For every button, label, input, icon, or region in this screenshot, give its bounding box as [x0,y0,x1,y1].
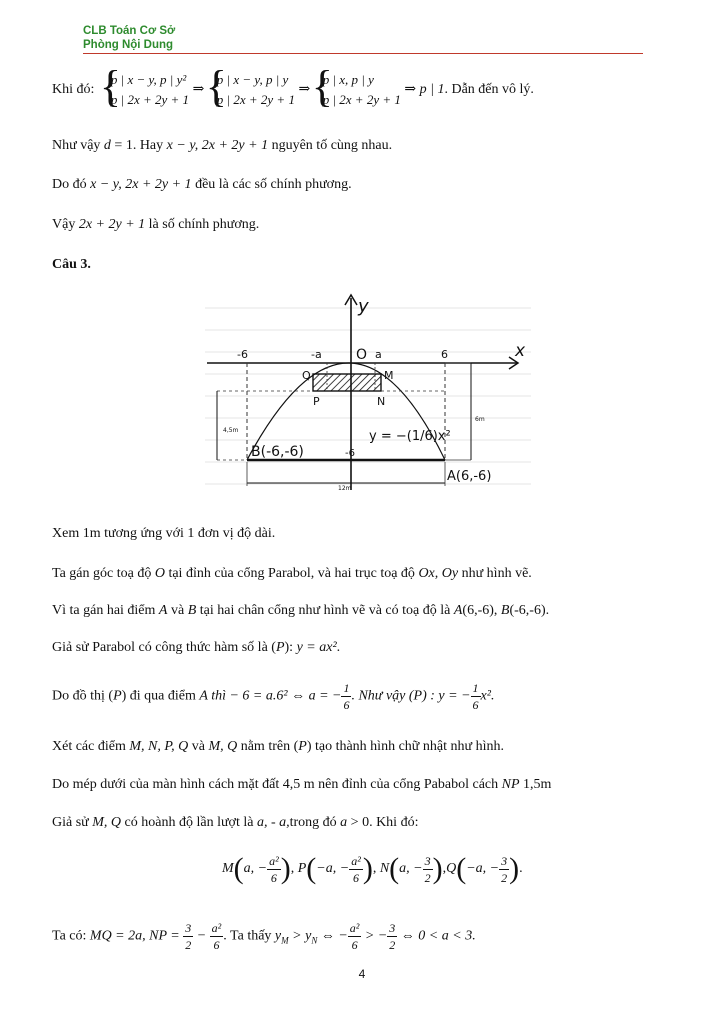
paragraph-abscissa: Giả sử M, Q có hoành độ lần lượt là a, - a,trong đó a > 0. Khi đó: [52,815,419,830]
tick-minus-a: -a [311,348,322,361]
system-2-row-2: p | 2x + 2y + 1 [216,92,295,107]
point-P-label: P [313,395,320,408]
dim-left-label: 4,5m [223,427,239,434]
paragraph-origin: Ta gán góc toạ độ O tại đỉnh của cổng Parabol, và hai trục toạ độ Ox, Oy như hình vẽ. [52,566,532,581]
system-1-row-1: p | x − y, p | y² [110,72,187,87]
implies-arrow: ⇒ [298,82,311,98]
page-header [83,24,643,54]
implies-arrow: ⇒ [404,82,417,98]
point-Q-label: Q [302,369,311,382]
x-axis-label: x [515,341,526,361]
system-3-row-2: p | 2x + 2y + 1 [322,92,401,107]
origin-label: O [356,347,368,363]
system-2-row-1: p | x − y, p | y [216,72,289,87]
dim-right-label: 6m [475,416,485,423]
paragraph-d-equals-1: Như vậy d = 1. Hay x − y, 2x + 2y + 1 nguyên tố cùng nhau. [52,138,393,153]
system-2 [208,70,295,110]
system-1-row-2: p | 2x + 2y + 1 [110,92,190,107]
contradiction-text: . Dẫn đến vô lý. [444,82,534,98]
parabola-gate-figure [205,290,531,500]
screen-rectangle [313,374,381,391]
paragraph-through-A: Do đồ thị (P) đi qua điểm A thì − 6 = a.6² ⇔ a = − $\frac{1}{6}$ . Như vậy (P) : y = − $\frac{1}{6}$ x². [52,681,495,712]
paragraph-distance: Do mép dưới của màn hình cách mặt đất 4,5 m nên đỉnh của cổng Pababol cách NP 1,5m [52,777,552,792]
y-axis-label: y [358,296,369,317]
paragraph-do-do: Do đó x − y, 2x + 2y + 1 đều là các số chính phương. [52,177,352,192]
tick-minus-6: -6 [237,348,248,361]
paragraph-scale: Xem 1m tương ứng với 1 đơn vị độ dài. [52,526,276,541]
tick-6: 6 [441,348,448,361]
system-3 [314,70,401,110]
curve-equation-label: y = −(1/6)x² [369,429,451,444]
system-3-row-1: p | x, p | y [322,72,374,87]
implies-arrow: ⇒ [192,82,205,98]
khi-do-line [52,70,534,110]
point-A-label: A(6,-6) [447,469,492,484]
system-1 [102,70,189,110]
tick-a: a [375,348,382,361]
paragraph-rectangle: Xét các điểm M, N, P, Q và M, Q nằm trên (P) tạo thành hình chữ nhật như hình. [52,739,504,754]
club-name: CLB Toán Cơ Sở [83,25,176,37]
dim-bottom-label: 12m [338,485,352,492]
point-N-label: N [377,395,386,408]
y-tick-minus-6: -6 [345,448,355,459]
point-M-label: M [384,369,394,382]
paragraph-vay: Vậy 2x + 2y + 1 là số chính phương. [52,217,260,232]
point-B-label: B(-6,-6) [251,444,304,460]
coordinates-MPNQ: M(a, − $\frac{\text{a²}}{6}$ ), P(−a, − $\frac{\text{a²}}{6}$ ), N(a, − $\frac{3}{2}$ ),Q(−a, − $\frac{3}{2}$ ). [222,852,523,885]
conclusion: p | 1 [419,82,445,98]
question-3-heading: Câu 3. [52,257,91,272]
paragraph-ta-co: Ta có: MQ = 2a, NP = $\frac{3}{2}$ − $\frac{\text{a²}}{6}$ . Ta thấy $y_M > y_N$ ⇔ − $\frac{\text{a²}}{6}$ > − $\frac{3}{2}$ ⇔ 0 < a < 3. [52,921,476,952]
paragraph-points-AB: Vì ta gán hai điểm A và B tại hai chân cổng như hình vẽ và có toạ độ là A(6,-6), B(-6,-6). [52,603,550,618]
khi-do-label: Khi đó: [52,82,95,98]
page-number: 4 [358,967,366,981]
department-name: Phòng Nội Dung [83,39,174,51]
paragraph-parabola-formula: Giả sử Parabol có công thức hàm số là (P): y = ax². [52,640,341,655]
